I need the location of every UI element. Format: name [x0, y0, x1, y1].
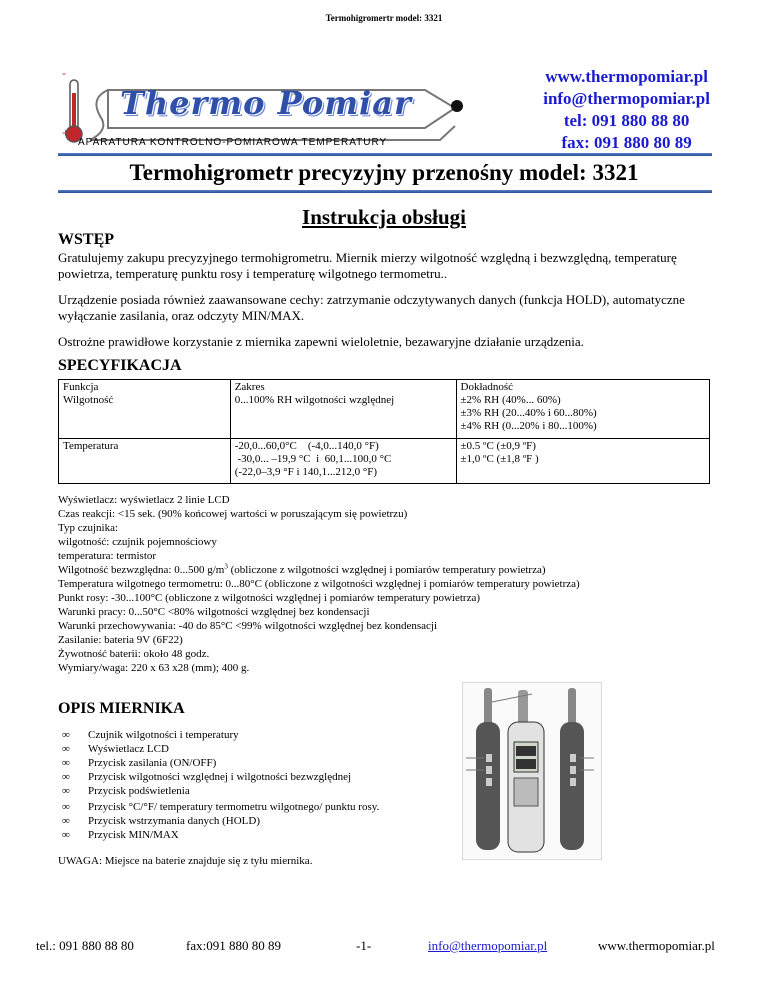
spec-cell-zakres: (-22,0–3,9 °F i 140,1...212,0 °F) [234, 466, 378, 478]
spec-cell-zakres: -30,0... –19,9 °C i 60,1...100,0 °C [234, 453, 392, 465]
spec-line-humidity-sensor: wilgotność: czujnik pojemnościowy [58, 536, 217, 548]
bullet-infinity-icon: ∞ [62, 829, 70, 841]
meter-diagram [462, 682, 602, 860]
spec-cell-dokladnosc: ±4% RH (0...20% i 80...100%) [460, 420, 597, 432]
document-title: Termohigrometr precyzyjny przenośny model: 3321 [129, 160, 639, 185]
contact-block [543, 66, 710, 154]
logo-plus-sign: + [62, 126, 70, 140]
spec-details-list [58, 493, 580, 675]
bullet-infinity-icon: ∞ [62, 785, 70, 797]
list-item-text: Czujnik wilgotności i temperatury [88, 729, 239, 741]
bullet-infinity-icon: ∞ [62, 729, 70, 741]
list-item-text: Przycisk wilgotności względnej i wilgotności bezwzględnej [88, 771, 352, 783]
footer-page-number: -1- [356, 938, 372, 953]
footer-tel: tel.: 091 880 88 80 [36, 938, 134, 953]
spec-header-funkcja: Funkcja [63, 381, 99, 393]
spec-line-operating-conditions: Warunki pracy: 0...50°C <80% wilgotności względnej bez kondensacji [58, 606, 370, 618]
divider-top [58, 153, 712, 156]
bullet-infinity-icon: ∞ [62, 757, 70, 769]
spec-line-absolute-humidity [58, 563, 580, 577]
spec-cell-zakres: 0...100% RH wilgotności względnej [234, 394, 395, 406]
footer-fax: fax:091 880 80 89 [186, 938, 281, 953]
meter-parts-list [58, 728, 379, 842]
spec-line-dimensions: Wymiary/waga: 220 x 63 x28 (mm); 400 g. [58, 662, 250, 674]
spec-line-sensor-type: Typ czujnika: [58, 522, 119, 534]
bullet-infinity-icon: ∞ [62, 743, 70, 755]
section-heading-specyfikacja: SPECYFIKACJA [58, 357, 182, 374]
list-item-text: Przycisk zasilania (ON/OFF) [88, 757, 217, 769]
divider-bottom [58, 190, 712, 193]
spec-line-response-time: Czas reakcji: <15 sek. (90% końcowej wartości w poruszającym się powietrzu) [58, 508, 408, 520]
logo-minus-sign: - [62, 66, 66, 80]
bullet-infinity-icon: ∞ [62, 815, 70, 827]
spec-header-dokladnosc: Dokładność [460, 381, 514, 393]
spec-header-zakres: Zakres [234, 381, 265, 393]
superscript-3: 3 [224, 562, 228, 571]
spec-cell-zakres: -20,0...60,0°C (-4,0...140,0 °F) [234, 440, 379, 452]
bullet-infinity-icon: ∞ [62, 771, 70, 783]
footer-web-link[interactable]: www.thermopomiar.pl [598, 938, 715, 953]
list-item [58, 756, 379, 770]
spec-line-temperature-sensor: temperatura: termistor [58, 550, 157, 562]
list-item-text: Przycisk MIN/MAX [88, 829, 179, 841]
spec-line-storage-conditions: Warunki przechowywania: -40 do 85°C <99% wilgotności względnej bez kondensacji [58, 620, 438, 632]
contact-tel: tel: 091 880 88 80 [563, 111, 690, 130]
list-item [58, 828, 379, 842]
section-heading-wstep: WSTĘP [58, 231, 115, 248]
spec-table-row [59, 439, 710, 484]
list-item [58, 728, 379, 742]
spec-line-absolute-humidity-b: (obliczone z wilgotności względnej i pomiarów temperatury powietrza) [227, 564, 546, 576]
spec-cell-dokladnosc: ±2% RH (40%... 60%) [460, 394, 561, 406]
spec-cell-funkcja: Wilgotność [63, 394, 114, 406]
spec-cell-funkcja: Temperatura [63, 440, 119, 452]
list-item-text: Przycisk °C/°F/ temperatury termometru wilgotnego/ punktu rosy. [88, 801, 380, 813]
spec-line-dew-point: Punkt rosy: -30...100°C (obliczone z wilgotności względnej i pomiarów temperatury powietrza) [58, 592, 480, 604]
spec-cell-dokladnosc: ±0.5 ºC (±0,9 ºF) [460, 440, 536, 452]
contact-fax: fax: 091 880 80 89 [561, 133, 692, 152]
list-item [58, 814, 379, 828]
section-heading-opis-miernika: OPIS MIERNIKA [58, 700, 185, 717]
spec-line-battery-life: Żywotność baterii: około 48 godz. [58, 648, 210, 660]
spec-table [58, 379, 710, 484]
spec-line-display: Wyświetlacz: wyświetlacz 2 linie LCD [58, 494, 230, 506]
spec-table-row [59, 380, 710, 439]
document-subtitle: Instrukcja obsługi [302, 205, 466, 229]
page-header-model: Termohigromertr model: 3321 [325, 13, 443, 23]
list-item [58, 784, 379, 798]
wstep-paragraph-2: Urządzenie posiada również zaawansowane cechy: zatrzymanie odczytywanych danych (funkcja HOLD), automatyczne wyłączanie zasilania, oraz odczyty MIN/MAX. [58, 292, 685, 323]
contact-web-link[interactable]: www.thermopomiar.pl [545, 67, 708, 86]
list-item [58, 770, 379, 784]
list-item [58, 742, 379, 756]
list-item-text: Przycisk podświetlenia [88, 785, 190, 797]
spec-line-wet-bulb: Temperatura wilgotnego termometru: 0...80°C (obliczone z wilgotności względnej i pomiarów temperatury powietrza) [58, 578, 580, 590]
contact-email-link[interactable]: info@thermopomiar.pl [543, 89, 710, 108]
list-item-text: Wyświetlacz LCD [88, 743, 169, 755]
bullet-infinity-icon: ∞ [62, 801, 70, 813]
spec-line-power: Zasilanie: bateria 9V (6F22) [58, 634, 183, 646]
spec-cell-dokladnosc: ±1,0 ºC (±1,8 ºF ) [460, 453, 539, 465]
list-item [58, 800, 379, 814]
footer-email-link[interactable]: info@thermopomiar.pl [428, 938, 548, 953]
spec-line-absolute-humidity-a: Wilgotność bezwzględna: 0...500 g/m [58, 564, 225, 576]
logo-name: Thermo Pomiar [120, 84, 412, 122]
spec-cell-dokladnosc: ±3% RH (20...40% i 60...80%) [460, 407, 597, 419]
meter-illustration [462, 682, 602, 860]
wstep-paragraph-1: Gratulujemy zakupu precyzyjnego termohigrometru. Miernik mierzy wilgotność względną i bezwzględną, temperaturę powietrza, temperaturę punktu rosy i temperaturę wilgotnego termometru.. [58, 250, 677, 281]
list-item-text: Przycisk wstrzymania danych (HOLD) [88, 815, 260, 827]
wstep-paragraph-3: Ostrożne prawidłowe korzystanie z miernika zapewni wieloletnie, bezawaryjne działanie urządzenia. [58, 334, 584, 349]
battery-note: UWAGA: Miejsce na baterie znajduje się z tyłu miernika. [58, 855, 313, 867]
logo-tagline: APARATURA KONTROLNO-POMIAROWA TEMPERATURY [78, 137, 388, 148]
